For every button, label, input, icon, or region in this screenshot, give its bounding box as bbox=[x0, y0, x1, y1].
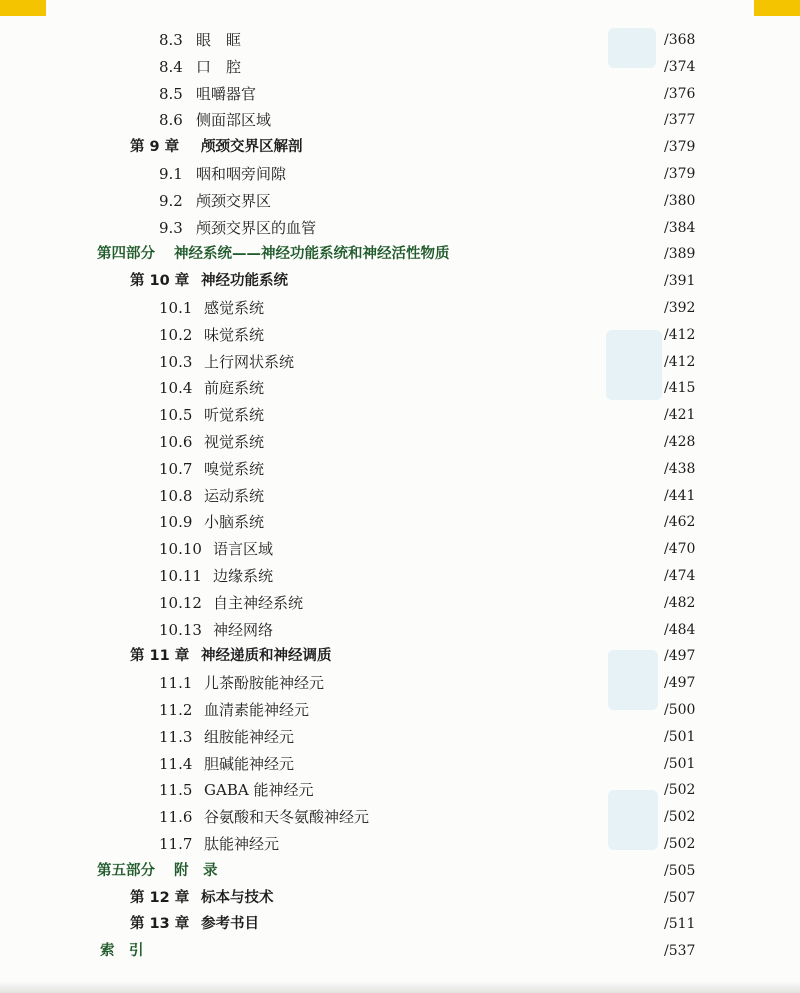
toc-part-row[interactable] bbox=[0, 241, 800, 268]
toc-section-row[interactable] bbox=[0, 617, 800, 644]
toc-page-number: /412 bbox=[664, 353, 696, 370]
toc-entry-title: 胆碱能神经元 bbox=[204, 754, 295, 773]
toc-section-row[interactable] bbox=[0, 509, 800, 536]
toc-entry-number: 10.7 bbox=[159, 459, 193, 478]
toc-page-number: /502 bbox=[664, 809, 696, 826]
toc-page-number: /500 bbox=[664, 701, 696, 718]
toc-section-row[interactable] bbox=[0, 536, 800, 563]
toc-page-number: /389 bbox=[664, 246, 696, 263]
toc-page-number: /374 bbox=[664, 58, 696, 75]
toc-page-number: /421 bbox=[664, 407, 696, 424]
toc-section-row[interactable] bbox=[0, 375, 800, 402]
toc-chapter-row[interactable] bbox=[0, 911, 800, 938]
toc-section-row[interactable] bbox=[0, 215, 800, 242]
toc-entry-number: 11.5 bbox=[159, 781, 193, 800]
toc-entry-title: 儿茶酚胺能神经元 bbox=[204, 674, 325, 693]
toc-page-number: /368 bbox=[664, 32, 696, 48]
toc-page-number: /391 bbox=[664, 273, 696, 290]
toc-entry-title: 小脑系统 bbox=[204, 513, 265, 532]
toc-section-row[interactable] bbox=[0, 483, 800, 510]
toc-entry-title: 肽能神经元 bbox=[204, 834, 280, 853]
toc-page-number: /505 bbox=[664, 862, 696, 879]
toc-section-row[interactable] bbox=[0, 751, 800, 778]
toc-entry-number: 10.3 bbox=[159, 352, 193, 371]
toc-entry-number: 10.1 bbox=[159, 298, 193, 317]
toc-section-row[interactable] bbox=[0, 81, 800, 108]
toc-entry-title: 颅颈交界区解剖 bbox=[201, 139, 303, 156]
toc-entry-number: 第 11 章 bbox=[130, 648, 190, 665]
toc-entry-number: 11.3 bbox=[159, 727, 193, 746]
toc-entry-number: 8.3 bbox=[159, 31, 183, 49]
toc-page-number: /384 bbox=[664, 219, 696, 236]
toc-page-number: /377 bbox=[664, 112, 696, 129]
toc-chapter-row[interactable] bbox=[0, 268, 800, 295]
toc-entry-number: 10.5 bbox=[159, 406, 193, 425]
toc-entry-title: 口 腔 bbox=[196, 57, 242, 76]
toc-page-number: /462 bbox=[664, 514, 696, 531]
toc-entry-number: 10.12 bbox=[159, 593, 202, 612]
toc-entry-number: 8.6 bbox=[159, 111, 183, 130]
toc-entry-number: 11.1 bbox=[159, 674, 193, 693]
toc-section-row[interactable] bbox=[0, 188, 800, 215]
toc-entry-title: 血清素能神经元 bbox=[204, 700, 310, 719]
toc-entry-number: 10.11 bbox=[159, 566, 202, 585]
toc-entry-number: 第 12 章 bbox=[130, 889, 190, 906]
toc-section-row[interactable] bbox=[0, 402, 800, 429]
toc-entry-title: GABA 能神经元 bbox=[204, 781, 314, 800]
toc-entry-number: 8.5 bbox=[159, 84, 183, 103]
toc-section-row[interactable] bbox=[0, 27, 800, 54]
toc-section-row[interactable] bbox=[0, 456, 800, 483]
toc-page-number: /497 bbox=[664, 648, 696, 665]
toc-page-number: /380 bbox=[664, 192, 696, 209]
toc-page-number: /502 bbox=[664, 782, 696, 799]
toc-entry-number: 10.9 bbox=[159, 513, 193, 532]
toc-entry-title: 咀嚼器官 bbox=[196, 84, 257, 103]
toc-section-row[interactable] bbox=[0, 670, 800, 697]
toc-entry-number: 第四部分 bbox=[97, 246, 155, 263]
toc-entry-title: 神经网络 bbox=[213, 620, 274, 639]
toc-entry-title: 听觉系统 bbox=[204, 406, 265, 425]
toc-entry-title: 神经系统——神经功能系统和神经活性物质 bbox=[174, 246, 450, 263]
page-edge-shadow bbox=[0, 981, 800, 993]
toc-entry-title: 眼 眶 bbox=[196, 31, 242, 49]
toc-page-number: /412 bbox=[664, 326, 696, 343]
toc-section-row[interactable] bbox=[0, 161, 800, 188]
toc-section-row[interactable] bbox=[0, 54, 800, 81]
toc-section-row[interactable] bbox=[0, 831, 800, 858]
toc-page-number: /484 bbox=[664, 621, 696, 638]
toc-entry-number: 10.13 bbox=[159, 620, 202, 639]
toc-section-row[interactable] bbox=[0, 563, 800, 590]
toc-entry-title: 索 引 bbox=[100, 943, 144, 960]
toc-entry-title: 神经功能系统 bbox=[201, 273, 288, 290]
toc-entry-title: 感觉系统 bbox=[204, 298, 265, 317]
toc-entry-title: 视觉系统 bbox=[204, 432, 265, 451]
toc-section-row[interactable] bbox=[0, 724, 800, 751]
toc-page-number: /482 bbox=[664, 594, 696, 611]
toc-entry-title: 味觉系统 bbox=[204, 325, 265, 344]
toc-page-number: /511 bbox=[664, 916, 696, 933]
toc-entry-title: 嗅觉系统 bbox=[204, 459, 265, 478]
toc-section-row[interactable] bbox=[0, 697, 800, 724]
toc-entry-number: 9.2 bbox=[159, 191, 183, 210]
toc-page-number: /376 bbox=[664, 85, 696, 102]
toc-entry-title: 标本与技术 bbox=[201, 889, 274, 906]
toc-entry-number: 11.6 bbox=[159, 808, 193, 827]
toc-page-number: /507 bbox=[664, 889, 696, 906]
corner-marker-right bbox=[754, 0, 800, 16]
toc-chapter-row[interactable] bbox=[0, 643, 800, 670]
toc-section-row[interactable] bbox=[0, 295, 800, 322]
toc-entry-title: 神经递质和神经调质 bbox=[201, 648, 332, 665]
toc-page-number: /474 bbox=[664, 567, 696, 584]
toc-entry-title: 上行网状系统 bbox=[204, 352, 295, 371]
corner-marker-left bbox=[0, 0, 46, 16]
toc-entry-number: 9.3 bbox=[159, 218, 183, 237]
toc-entry-title: 参考书目 bbox=[201, 916, 259, 933]
toc-entry-number: 第 13 章 bbox=[130, 916, 190, 933]
toc-page-number: /501 bbox=[664, 728, 696, 745]
toc-page-number: /379 bbox=[664, 165, 696, 182]
table-of-contents bbox=[0, 27, 800, 965]
toc-entry-number: 10.6 bbox=[159, 432, 193, 451]
toc-page-number: /537 bbox=[664, 943, 696, 960]
toc-chapter-row[interactable] bbox=[0, 134, 800, 161]
toc-section-row[interactable] bbox=[0, 429, 800, 456]
toc-entry-number: 11.4 bbox=[159, 754, 193, 773]
toc-entry-number: 8.4 bbox=[159, 57, 183, 76]
toc-entry-title: 颅颈交界区的血管 bbox=[196, 218, 317, 237]
toc-section-row[interactable] bbox=[0, 590, 800, 617]
toc-entry-title: 自主神经系统 bbox=[213, 593, 304, 612]
toc-entry-number: 10.8 bbox=[159, 486, 193, 505]
toc-entry-number: 第五部分 bbox=[97, 862, 155, 879]
toc-entry-title: 组胺能神经元 bbox=[204, 727, 295, 746]
toc-entry-title: 附 录 bbox=[174, 862, 218, 879]
toc-entry-number: 第 10 章 bbox=[130, 273, 190, 290]
toc-entry-number: 第 9 章 bbox=[130, 139, 180, 156]
toc-part-row[interactable] bbox=[0, 858, 800, 885]
toc-section-row[interactable] bbox=[0, 107, 800, 134]
toc-entry-number: 11.2 bbox=[159, 700, 193, 719]
toc-page-number: /502 bbox=[664, 835, 696, 852]
toc-page-number: /379 bbox=[664, 139, 696, 156]
toc-page-number: /415 bbox=[664, 380, 696, 397]
toc-section-row[interactable] bbox=[0, 777, 800, 804]
toc-section-row[interactable] bbox=[0, 322, 800, 349]
toc-entry-title: 咽和咽旁间隙 bbox=[196, 164, 287, 183]
toc-entry-title: 颅颈交界区 bbox=[196, 191, 272, 210]
toc-entry-number: 10.10 bbox=[159, 540, 202, 559]
toc-entry-title: 侧面部区域 bbox=[196, 111, 272, 130]
toc-page-number: /428 bbox=[664, 433, 696, 450]
toc-chapter-row[interactable] bbox=[0, 885, 800, 912]
toc-entry-title: 前庭系统 bbox=[204, 379, 265, 398]
toc-page-number: /392 bbox=[664, 299, 696, 316]
toc-entry-title: 语言区域 bbox=[213, 540, 274, 559]
toc-entry-title: 运动系统 bbox=[204, 486, 265, 505]
toc-page-number: /441 bbox=[664, 487, 696, 504]
toc-entry-title: 谷氨酸和天冬氨酸神经元 bbox=[204, 808, 370, 827]
toc-section-row[interactable] bbox=[0, 804, 800, 831]
toc-entry-number: 10.2 bbox=[159, 325, 193, 344]
toc-entry-number: 9.1 bbox=[159, 164, 183, 183]
toc-index-row[interactable] bbox=[0, 938, 800, 965]
toc-page-number: /470 bbox=[664, 541, 696, 558]
toc-entry-number: 10.4 bbox=[159, 379, 193, 398]
toc-page-number: /438 bbox=[664, 460, 696, 477]
toc-page-number: /497 bbox=[664, 675, 696, 692]
toc-page-number: /501 bbox=[664, 755, 696, 772]
toc-entry-title: 边缘系统 bbox=[213, 566, 274, 585]
toc-section-row[interactable] bbox=[0, 349, 800, 376]
toc-entry-number: 11.7 bbox=[159, 834, 193, 853]
